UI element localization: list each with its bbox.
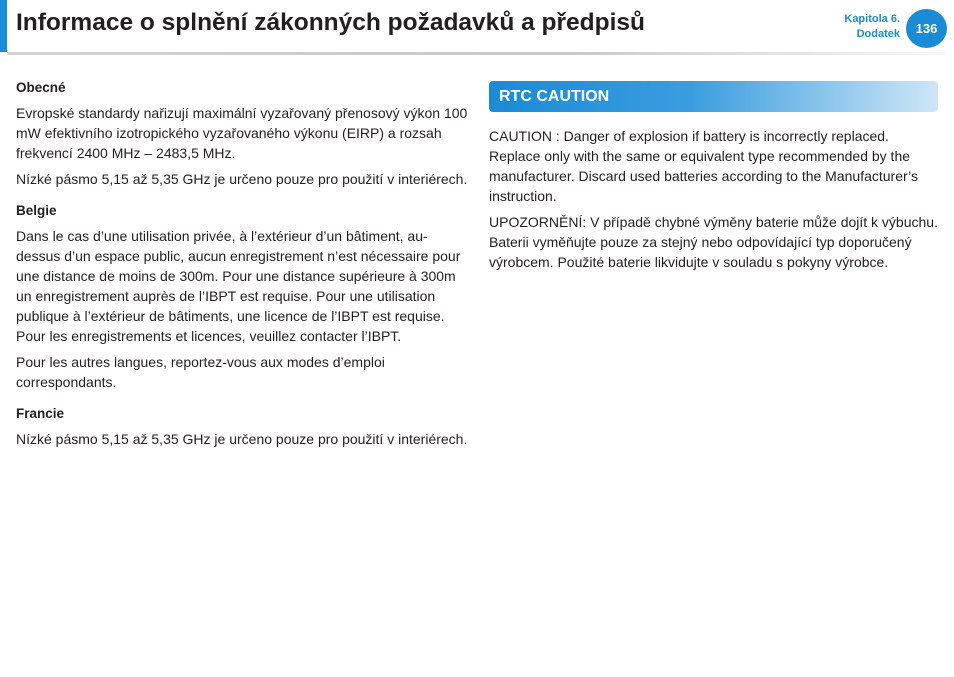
page-title: Informace o splnění zákonných požadavků a předpisů [16,9,645,36]
chapter-label [844,12,900,42]
paragraph: Pour les autres langues, reportez-vous aux modes d’emploi correspondants. [16,354,385,390]
page-number-badge: 136 [906,9,947,48]
page-header [0,0,954,56]
section-heading: Belgie [16,203,57,218]
chapter-number: Kapitola 6. [844,13,900,25]
section-heading: Obecné [16,80,66,95]
header-accent-bar [0,0,7,52]
paragraph: UPOZORNĚNÍ: V případě chybné výměny baterie může dojít k výbuchu. Baterii vyměňujte pouze za stejný nebo odpovídající typ doporučený výrobcem. Použité baterie likvidujte v souladu s pokyny výrobce. [489,214,938,270]
header-divider [7,52,945,55]
paragraph: Dans le cas d’une utilisation privée, à l’extérieur d’un bâtiment, au-dessus d’un espace public, aucun enregistrement n’est nécessaire pour une distance de moins de 300m. Pour une distance supérieure à 300m un enregistrement auprès de l’IBPT est requise. Pour une utilisation publique à l’extérieur de bâtiments, une licence de l’IBPT est requise. Pour les enregistrements et licences, veuillez contacter l’IBPT. [16,228,461,344]
paragraph: Evropské standardy nařizují maximální vyzařovaný přenosový výkon 100 mW efektivního izotropického vyzařovaného výkonu (EIRP) a rozsah frekvencí 2400 MHz – 2483,5 MHz. [16,105,468,161]
left-column [16,80,468,455]
paragraph: Nízké pásmo 5,15 až 5,35 GHz je určeno pouze pro použití v interiérech. [16,431,468,447]
section-belgie [16,203,468,392]
section-obecne [16,80,468,189]
paragraph: CAUTION : Danger of explosion if battery is incorrectly replaced. Replace only with the same or equivalent type recommended by the manufacturer. Discard used batteries according to the Manufacturer’s instruction. [489,128,919,204]
right-column [489,81,938,278]
rtc-caution-heading: RTC CAUTION [489,81,938,112]
chapter-name: Dodatek [856,28,900,40]
paragraph: Nízké pásmo 5,15 až 5,35 GHz je určeno pouze pro použití v interiérech. [16,171,468,187]
section-francie [16,406,468,449]
section-heading: Francie [16,406,65,421]
